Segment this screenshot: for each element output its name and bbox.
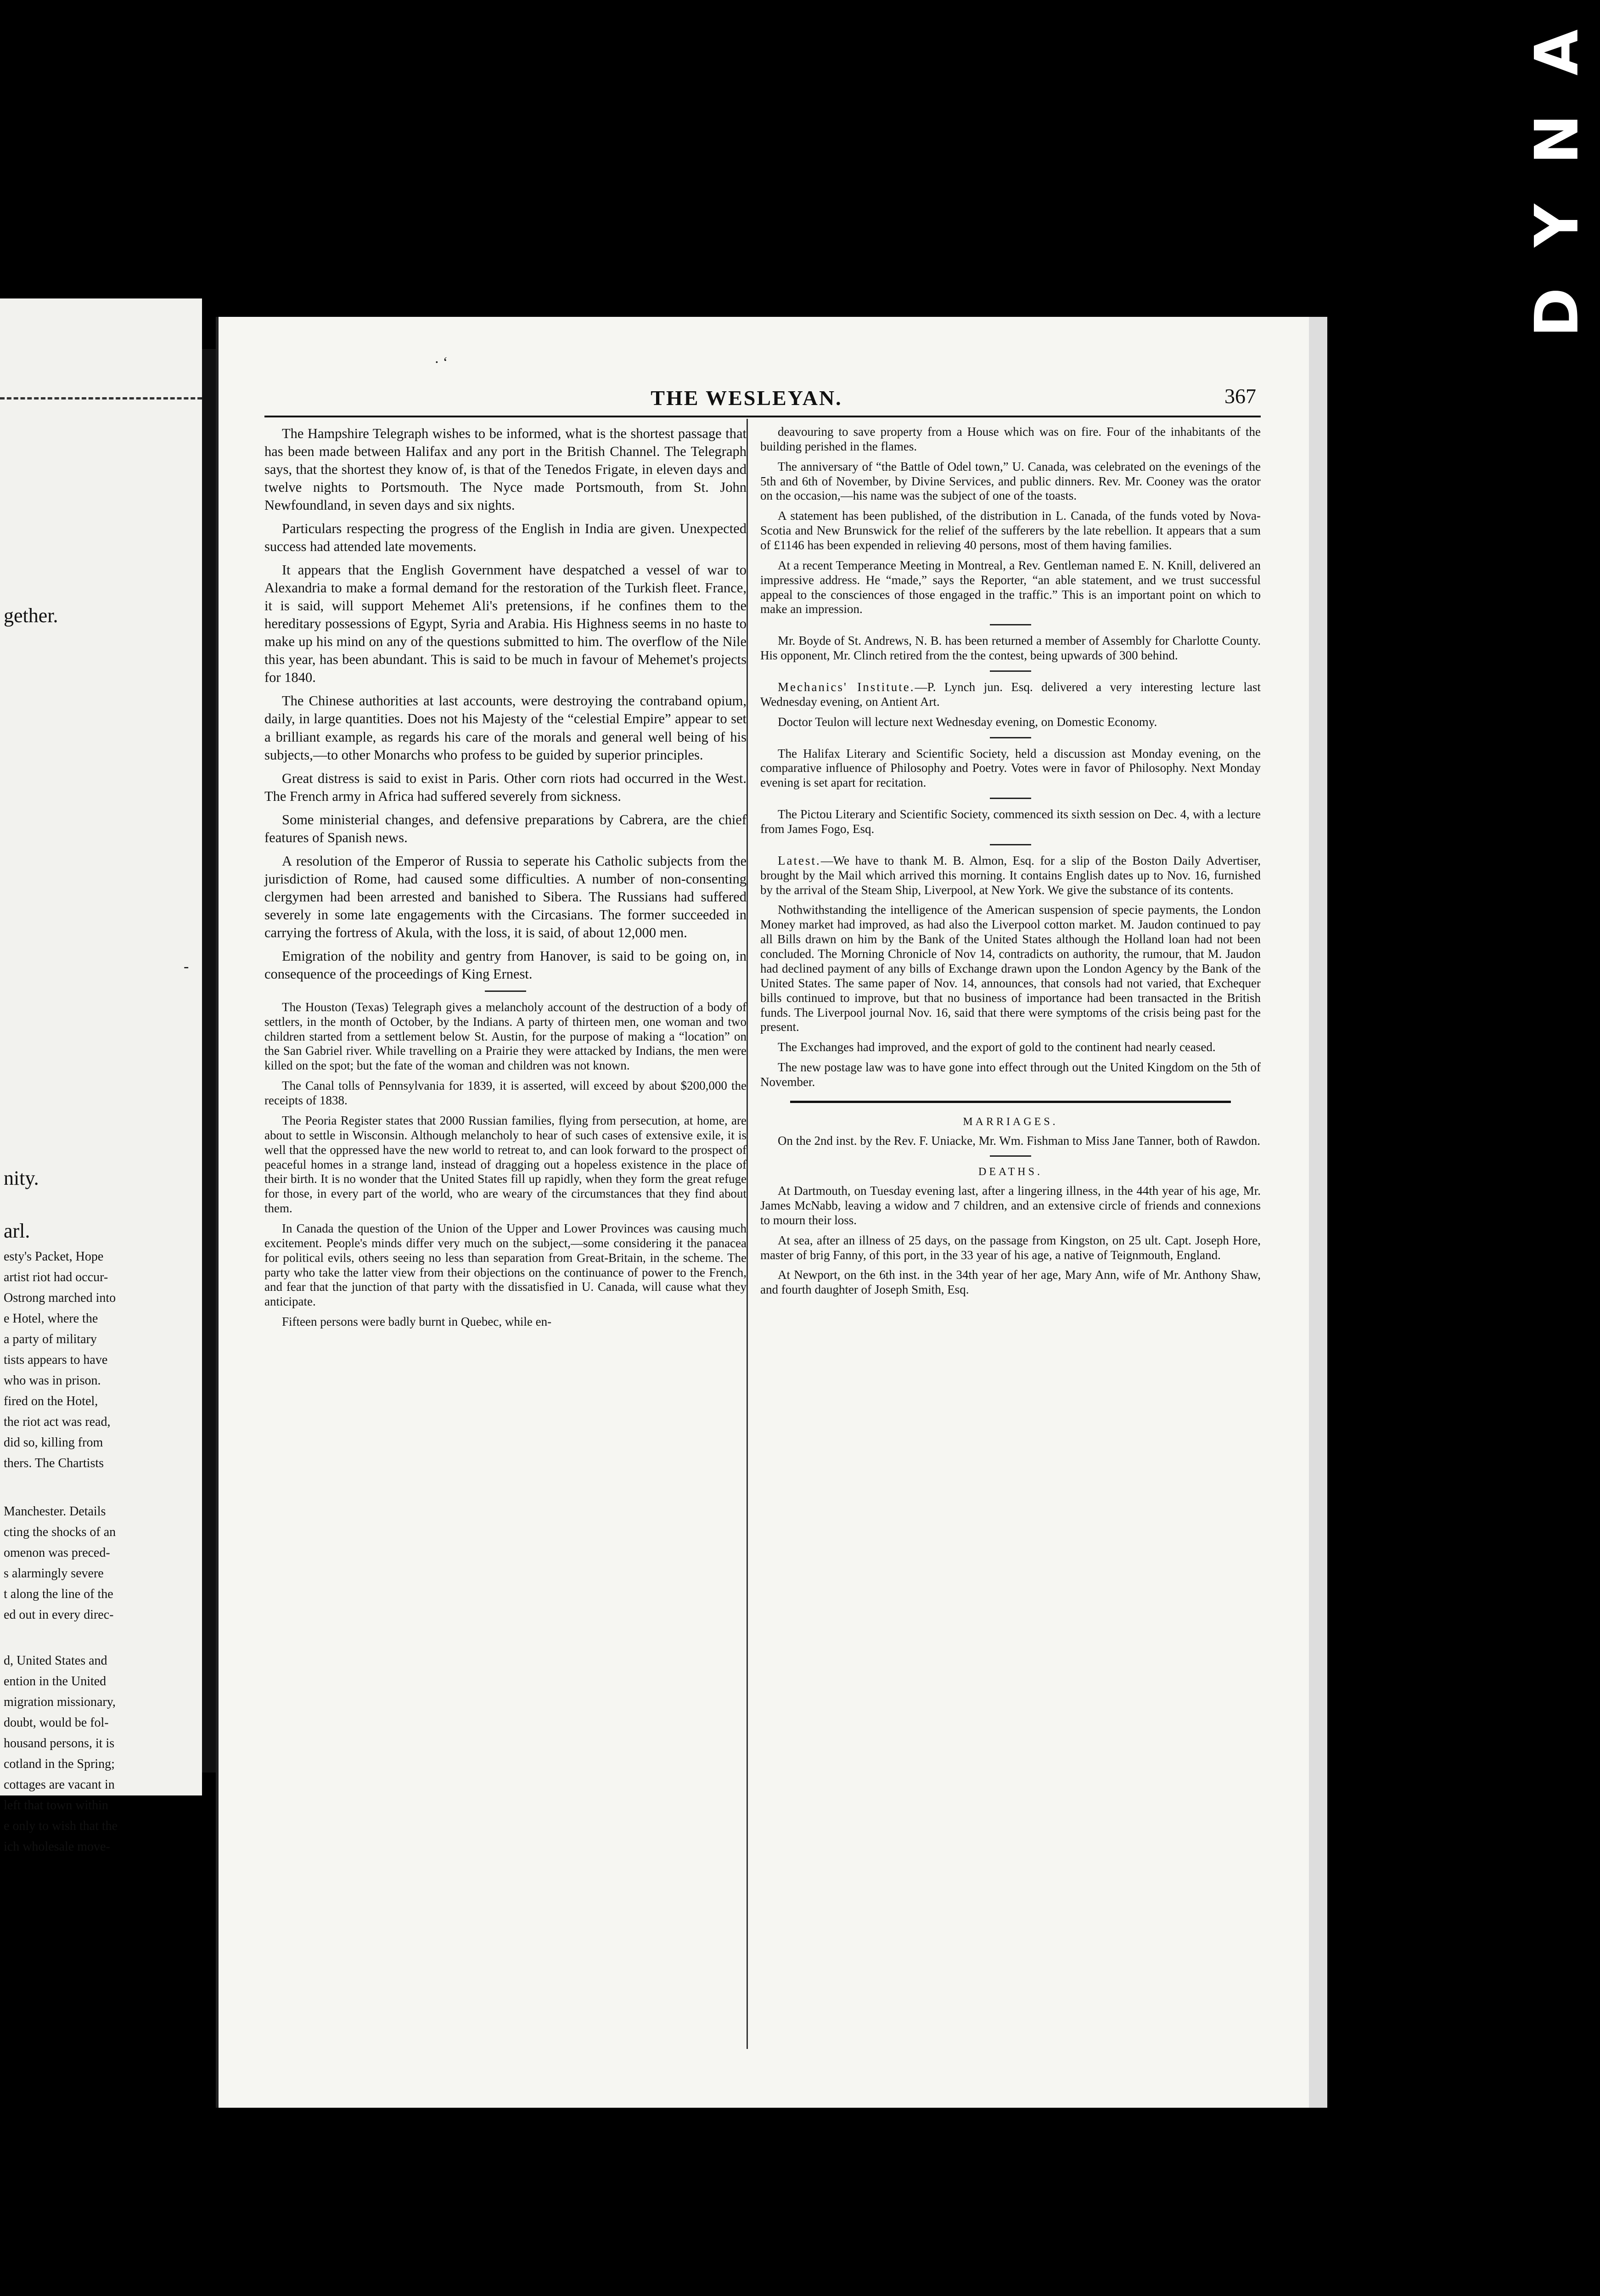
text-fragment: esty's Packet, Hope [4,1249,104,1264]
text-fragment: cotland in the Spring; [4,1757,115,1771]
article-paragraph: The Canal tolls of Pennsylvania for 1839, it is asserted, will exceed by about $200,000 the receipts of 1838. [264,1079,747,1108]
divider [0,397,202,400]
text-fragment: artist riot had occur- [4,1270,108,1284]
edge-letter: N [1521,114,1592,164]
article-paragraph: Nothwithstanding the intelligence of the American suspension of specie payments, the London Money market had improved, as had also the Liverpool cotton market. M. Jaudon continued to pay all Bills drawn on him by the Bank of the United States although the Holland loan had not been concluded. The Morning Chronicle of Nov 14, contradicts on authority, the rumour, that M. Jaudon had declined payment of any bills of Exchange drawn upon the London Agency by the Bank of the United States. The same paper of Nov. 14, announces, that consols had not varied, that Exchequer bills continued to improve, but that no business of importance had been transacted in the British funds. The Liverpool journal Nov. 16, said that there were symptoms of the crisis being past for the present. [760,903,1261,1034]
previous-page-fragment [0,298,202,1854]
article-paragraph: At a recent Temperance Meeting in Montreal, a Rev. Gentleman named E. N. Knill, delivered an impressive address. He “made,” says the Reporter, “an able statement, and we trust successful appeal to the consciences of those engaged in the traffic.” This is an important point on which to make an impression. [760,558,1261,616]
text-fragment: tists appears to have [4,1353,108,1367]
article-paragraph: Fifteen persons were badly burnt in Quebec, while en- [282,1315,552,1329]
section-divider [990,670,1031,672]
article-paragraph: Great distress is said to exist in Paris. Other corn riots had occurred in the West. The French army in Africa had suffered severely from sickness. [264,770,747,804]
text-fragment: s alarmingly severe [4,1566,104,1581]
text-fragment: housand persons, it is [4,1736,115,1750]
notice-paragraph: At Dartmouth, on Tuesday evening last, after a lingering illness, in the 44th year of his age, Mr. James McNabb, leaving a widow and 7 children, and an extensive circle of friends and connexions to mourn their loss. [760,1184,1261,1227]
article-paragraph: It appears that the English Government have despatched a vessel of war to Alexandria to make a formal demand for the restoration of the Turkish fleet. France, it is said, will support Mehemet Ali's pretensions, if he confines them to the hereditary possessions of Egypt, Syria and Arabia. His Highness seems in no haste to make up his mind on any of the questions submitted to him. The overflow of the Nile this year, has been abundant. This is said to be much in favour of Mehemet's projects for 1840. [264,562,747,686]
header-rule [264,416,1261,417]
text-fragment: e only to wish that the [4,1819,118,1833]
section-divider [990,624,1031,625]
text-fragment: ed out in every direc- [4,1608,114,1622]
newspaper-page [216,317,1311,2108]
mechanics-institute-heading: Mechanics' Institute. [778,680,915,694]
latest-heading: Latest. [778,853,821,867]
article-paragraph: deavouring to save property from a House which was on fire. Four of the inhabitants of the building perished in the flames. [760,425,1261,453]
article-paragraph: A resolution of the Emperor of Russia to seperate his Catholic subjects from the jurisdiction of Rome, had caused some difficulties. A number of non-consenting clergymen had been arrested and banished to Sibera. The Russians had suffered severely in some late engagements with the Circasians. The former succeeded in carrying the fortress of Akula, with the loss, it is said, of about 12,000 men. [264,853,747,940]
column-divider [747,419,748,2049]
text-fragment: cting the shocks of an [4,1525,116,1539]
text-fragment: gether. [4,604,58,627]
text-fragment: d, United States and [4,1654,107,1668]
article-paragraph: Mr. Boyde of St. Andrews, N. B. has been returned a member of Assembly for Charlotte County. His opponent, Mr. Clinch retired from the the contest, being upwards of 300 behind. [760,634,1261,663]
right-column [760,425,1261,1303]
edge-letter: Y [1521,204,1592,248]
article-paragraph: In Canada the question of the Union of the Upper and Lower Provinces was causing much excitement. People's minds differ very much on the subject,—some considering it the panacea for political evils, others seeing no less than separation from Great-Britain, in the scheme. The party who take the latter view from their objections on the continuance of power to the French, and fear that the junction of that party with the dissatisfied in U. Canada, will cause what they anticipate. [264,1221,747,1309]
text-fragment: Manchester. Details [4,1504,106,1519]
page-title: THE WESLEYAN. [651,386,842,410]
text-fragment: Ostrong marched into [4,1291,116,1305]
article-paragraph: The Pictou Literary and Scientific Society, commenced its sixth session on Dec. 4, with a lecture from James Fogo, Esq. [760,807,1261,836]
section-divider [990,844,1031,845]
text-fragment: ention in the United [4,1674,107,1688]
article-paragraph: A statement has been published, of the distribution in L. Canada, of the funds voted by Nova-Scotia and New Brunswick for the relief of the sufferers by the late rebellion. It appears that a sum of £1146 has been expended in relieving 40 persons, most of them having families. [760,509,1261,552]
article-paragraph: Emigration of the nobility and gentry from Hanover, is said to be going on, in consequence of the proceedings of King Ernest. [264,948,747,982]
text-fragment: nity. [4,1167,39,1189]
section-divider [990,1155,1031,1157]
article-paragraph: Particulars respecting the progress of the English in India are given. Unexpected success had attended late movements. [264,521,747,555]
text-fragment: arl. [4,1220,30,1242]
edge-label [1521,9,1592,355]
text-fragment: the riot act was read, [4,1415,111,1429]
article-paragraph: Doctor Teulon will lecture next Wednesday evening, on Domestic Economy. [778,715,1157,729]
text-fragment: who was in prison. [4,1373,101,1388]
article-paragraph: The anniversary of “the Battle of Odel town,” U. Canada, was celebrated on the evenings of the 5th and 6th of November, by Divine Services, and public dinners. Rev. Mr. Cooney was the orator on the occasion,—his name was the subject of one of the toasts. [760,459,1261,503]
pencil-mark: · ‘ [434,354,448,370]
article-paragraph [760,680,1261,709]
text-fragment: did so, killing from [4,1435,103,1450]
page-header [264,384,1256,413]
section-divider [990,798,1031,799]
text-fragment: migration missionary, [4,1695,116,1709]
text-fragment: ich wholesale move- [4,1840,110,1854]
article-paragraph: The Houston (Texas) Telegraph gives a melancholy account of the destruction of a body of settlers, in the month of October, by the Indians. A party of thirteen men, one woman and two children started from a settlement below St. Austin, for the purpose of making a “location” on the San Gabriel river. While travelling on a Prairie they were attacked by Indians, the men were killed on the spot; but the fate of the woman and children was not known. [264,1000,747,1073]
text-fragment: a party of military [4,1332,97,1346]
text-fragment: t along the line of the [4,1587,113,1601]
book-gutter [202,349,216,1773]
text-fragment: fired on the Hotel, [4,1394,98,1408]
edge-letter: D [1521,287,1592,337]
article-text: —P. Lynch jun. Esq. delivered a very interesting lecture last Wednesday evening, on Antient Art. [760,680,1261,709]
article-paragraph [760,854,1261,898]
section-divider [485,990,526,992]
article-text: —We have to thank M. B. Almon, Esq. for a slip of the Boston Daily Advertiser, brought by the Mail which arrived this morning. It contains English dates up to Nov. 16, furnished by the arrival of the Steam Ship, Liverpool, at New York. We give the substance of its contents. [760,853,1261,897]
text-fragment: omenon was preced- [4,1546,110,1560]
section-divider [990,737,1031,738]
section-divider [790,1101,1231,1103]
article-paragraph: The Halifax Literary and Scientific Society, held a discussion ast Monday evening, on the comparative influence of Philosophy and Poetry. Votes were in favor of Philosophy. Next Monday evening is set apart for recitation. [760,746,1261,790]
notice-paragraph: On the 2nd inst. by the Rev. F. Uniacke, Mr. Wm. Fishman to Miss Jane Tanner, both of Rawdon. [778,1133,1261,1148]
article-paragraph: The Exchanges had improved, and the export of gold to the continent had nearly ceased. [778,1040,1216,1054]
text-fragment: doubt, would be fol- [4,1716,109,1730]
article-paragraph: The Peoria Register states that 2000 Russian families, flying from persecution, at home, are about to settle in Wisconsin. Although melancholy to hear of such cases of extensive exile, it is well that the oppressed have the new world to retreat to, and can look forward to the prospect of peaceful homes in a strange land, instead of dragging out a hopeless existence in the place of their birth. It is no wonder that the United States fill up rapidly, when they form the great refuge for those, in every part of the world, who are weary of the circumstances that they find about them. [264,1113,747,1216]
text-fragment: cottages are vacant in [4,1778,115,1792]
notice-paragraph: At sea, after an illness of 25 days, on the passage from Kingston, on 25 ult. Capt. Joseph Hore, master of brig Fanny, of this port, in the 33 year of his age, a native of Teignmouth, England. [760,1233,1261,1262]
text-fragment: - [184,958,189,975]
deaths-heading: DEATHS. [978,1166,1043,1178]
page-number: 367 [1224,384,1256,408]
notice-paragraph: At Newport, on the 6th inst. in the 34th year of her age, Mary Ann, wife of Mr. Anthony Shaw, and fourth daughter of Joseph Smith, Esq. [760,1268,1261,1297]
marriages-heading: MARRIAGES. [963,1115,1058,1128]
left-column [264,425,747,1335]
article-paragraph: Some ministerial changes, and defensive preparations by Cabrera, are the chief features of Spanish news. [264,811,747,845]
text-fragment: thers. The Chartists [4,1456,104,1470]
text-fragment: e Hotel, where the [4,1311,98,1326]
article-paragraph: The new postage law was to have gone into effect through out the United Kingdom on the 5th of November. [760,1060,1261,1089]
edge-letter: A [1521,29,1592,76]
article-paragraph: The Hampshire Telegraph wishes to be informed, what is the shortest passage that has been made between Halifax and any port in the British Channel. The Telegraph says, that the shortest they know of, is that of the Tenedos Frigate, in eleven days and twelve nights to Portsmouth. The Nyce made Portsmouth, from St. John Newfoundland, in seven days and six nights. [264,426,747,513]
article-paragraph: The Chinese authorities at last accounts, were destroying the contraband opium, daily, in large quantities. Does not his Majesty of the “celestial Empire” appear to set a brilliant example, as regards his care of the morals and general well being of his subjects,—to other Monarchs who profess to be guided by superior principles. [264,693,747,763]
page-edge [1309,317,1327,2108]
text-fragment: left that town within [4,1798,108,1812]
